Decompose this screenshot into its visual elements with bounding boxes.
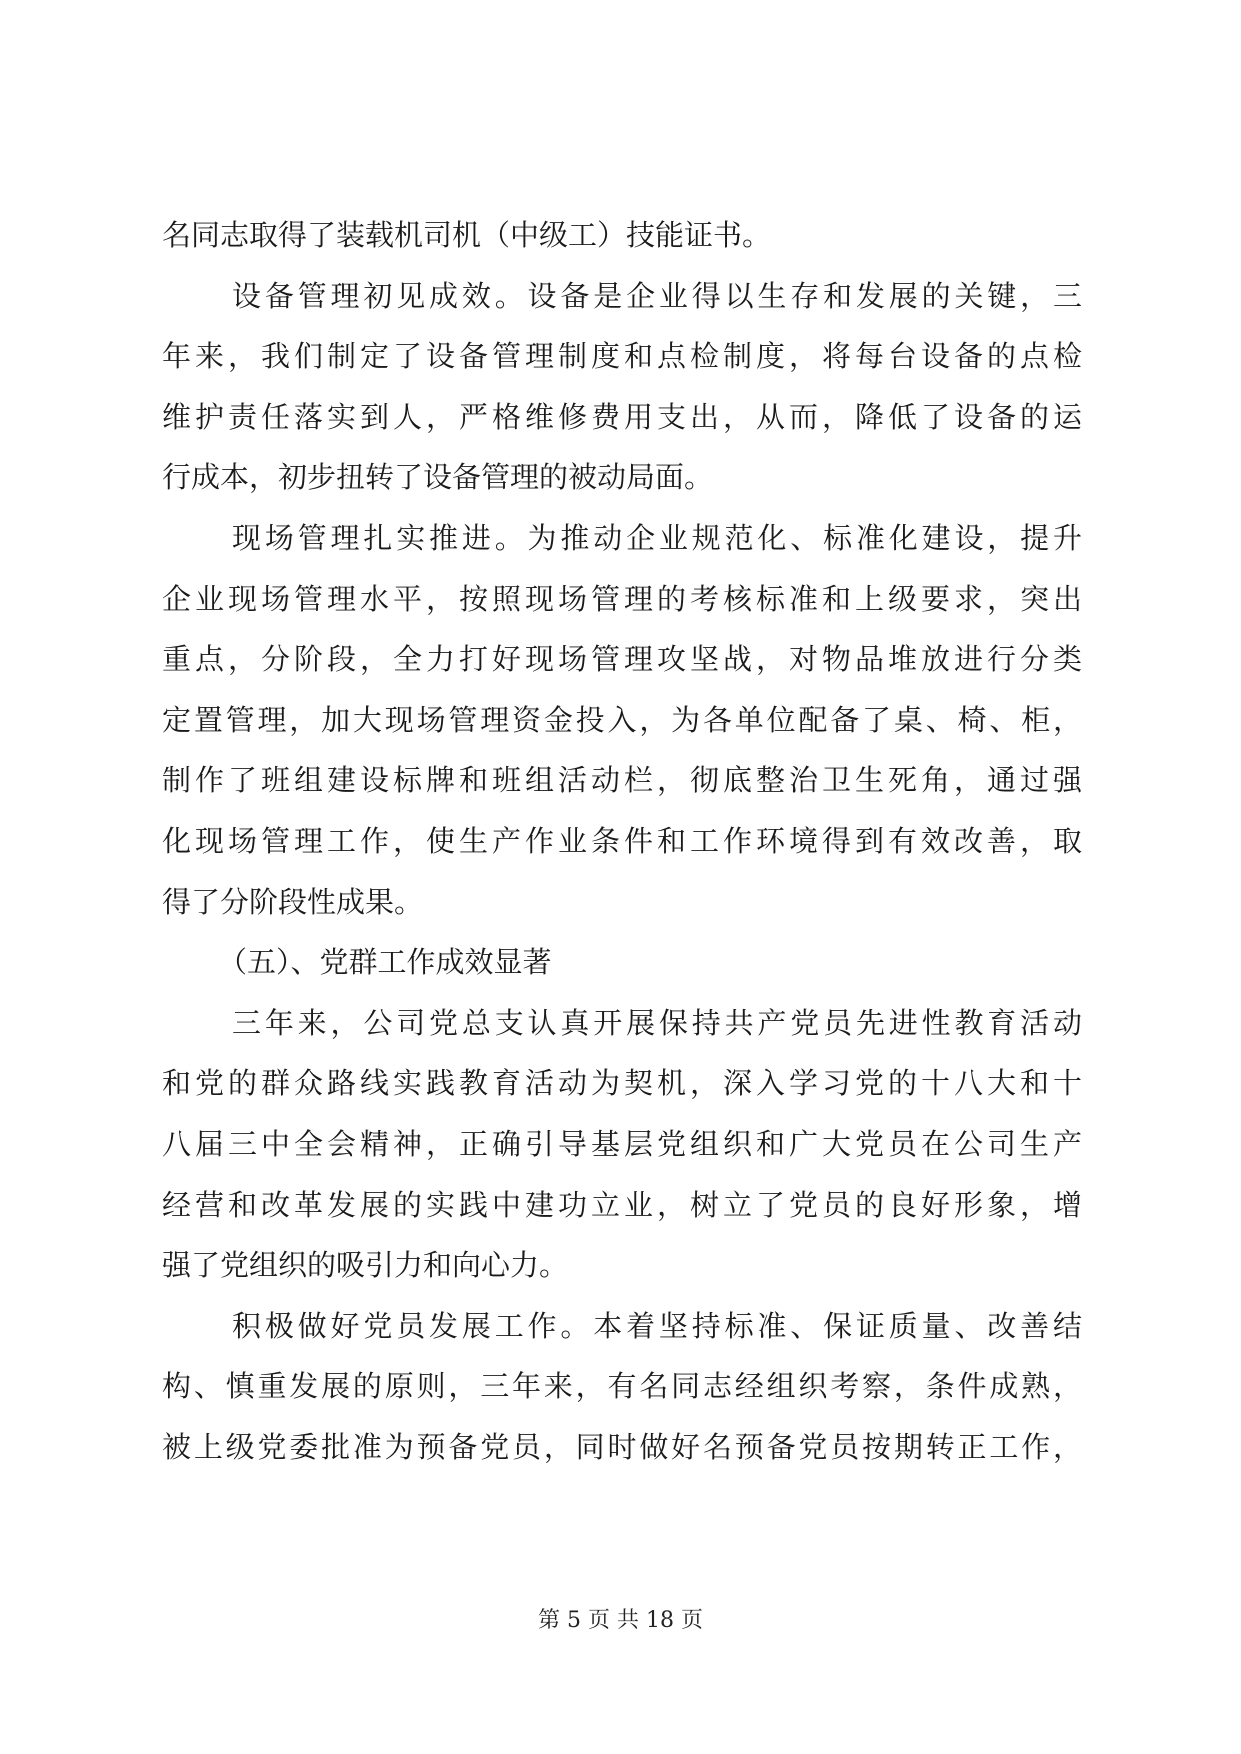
- text-line: 维护责任落实到人，严格维修费用支出，从而，降低了设备的运: [162, 399, 1082, 434]
- text-line: 积极做好党员发展工作。本着坚持标准、保证质量、改善结: [232, 1308, 1082, 1343]
- text-line: 得了分阶段性成果。: [162, 884, 424, 919]
- text-line: 制作了班组建设标牌和班组活动栏，彻底整治卫生死角，通过强: [162, 763, 1082, 798]
- page-footer: 第 5 页 共 18 页: [538, 1608, 703, 1633]
- text-line: 八届三中全会精神，正确引导基层党组织和广大党员在公司生产: [162, 1126, 1082, 1161]
- text-line: 名同志取得了装载机司机（中级工）技能证书。: [162, 218, 772, 252]
- text-line: 重点，分阶段，全力打好现场管理攻坚战，对物品堆放进行分类: [162, 642, 1082, 677]
- text-line: 三年来，公司党总支认真开展保持共产党员先进性教育活动: [232, 1005, 1082, 1040]
- text-line: 现场管理扎实推进。为推动企业规范化、标准化建设，提升: [232, 520, 1082, 555]
- text-line: 构、慎重发展的原则，三年来，有名同志经组织考察，条件成熟，: [162, 1369, 1082, 1404]
- text-line: 被上级党委批准为预备党员，同时做好名预备党员按期转正工作，: [162, 1429, 1082, 1464]
- document-body: [162, 205, 1082, 1477]
- text-line: 定置管理，加大现场管理资金投入，为各单位配备了桌、椅、柜，: [162, 702, 1082, 737]
- text-line: 行成本，初步扭转了设备管理的被动局面。: [162, 460, 714, 495]
- text-line: 设备管理初见成效。设备是企业得以生存和发展的关键，三: [232, 278, 1082, 313]
- text-line: 化现场管理工作，使生产作业条件和工作环境得到有效改善，取: [162, 823, 1082, 858]
- text-line: 强了党组织的吸引力和向心力。: [162, 1248, 569, 1283]
- text-line: 和党的群众路线实践教育活动为契机，深入学习党的十八大和十: [162, 1066, 1082, 1101]
- text-line: 年来，我们制定了设备管理制度和点检制度，将每台设备的点检: [162, 339, 1082, 374]
- section-heading: （五）、党群工作成效显著: [218, 945, 552, 980]
- text-line: 企业现场管理水平，按照现场管理的考核标准和上级要求，突出: [162, 581, 1082, 616]
- text-line: 经营和改革发展的实践中建功立业，树立了党员的良好形象，增: [162, 1187, 1082, 1222]
